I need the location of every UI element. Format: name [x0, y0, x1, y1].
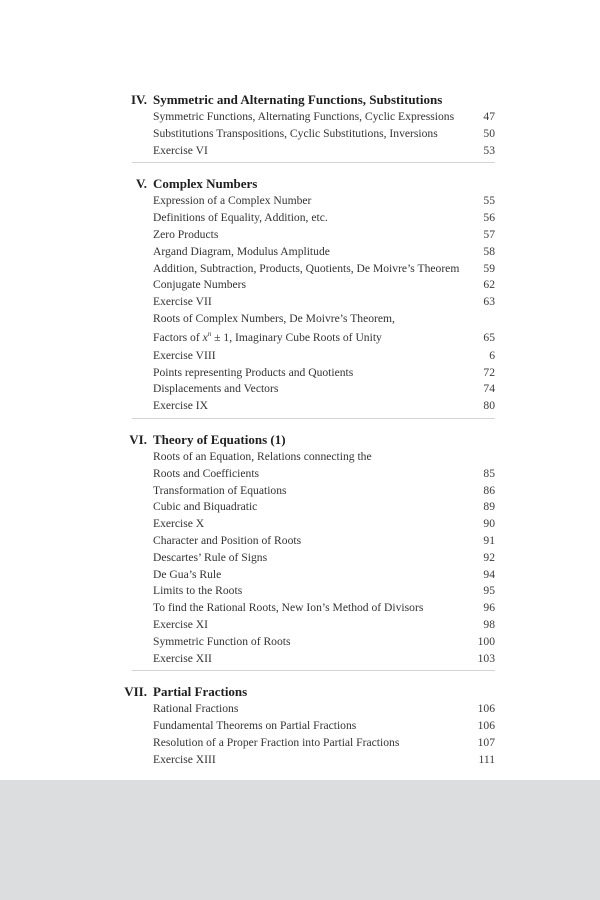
chapter-title: Complex Numbers — [153, 176, 258, 192]
entry-title: Exercise XIII — [153, 752, 216, 766]
entry-page-number: 100 — [477, 634, 495, 648]
entry-title: Exercise XII — [153, 651, 212, 665]
entry-title: Expression of a Complex Number — [153, 194, 312, 208]
chapter-number: V. — [136, 176, 147, 192]
chapter-heading — [120, 682, 495, 701]
entry-title: Substitutions Transpositions, Cyclic Substitutions, Inversions — [153, 126, 438, 140]
entry-title: Displacements and Vectors — [153, 382, 279, 396]
chapter-number: VI. — [129, 431, 147, 447]
toc-entry — [153, 449, 495, 466]
entry-title: Exercise XI — [153, 617, 209, 631]
entry-page-number: 62 — [483, 278, 495, 292]
entry-title: Exercise VI — [153, 143, 208, 157]
entry-title: Exercise X — [153, 517, 205, 531]
entry-title: Transformation of Equations — [153, 483, 287, 497]
entry-page-number: 59 — [483, 261, 495, 275]
toc-entry — [153, 227, 495, 244]
toc-entry — [153, 516, 495, 533]
toc-entry — [153, 261, 495, 278]
chapter-v — [120, 174, 495, 419]
toc-entry — [153, 109, 495, 126]
section-divider — [132, 670, 495, 671]
toc-entry — [153, 499, 495, 516]
entry-title: Exercise VIII — [153, 348, 216, 362]
toc-entry — [153, 348, 495, 365]
chapter-heading — [120, 174, 495, 193]
toc-entry — [153, 583, 495, 600]
entry-title: Exercise VII — [153, 295, 212, 309]
entry-title: Symmetric Function of Roots — [153, 634, 291, 648]
toc-entry — [153, 143, 495, 160]
toc-entry — [153, 294, 495, 311]
toc-entry — [153, 550, 495, 567]
toc-entry — [153, 651, 495, 668]
entry-title: Character and Position of Roots — [153, 533, 302, 547]
entry-title-prefix: Factors of — [153, 330, 203, 344]
entry-page-number: 89 — [483, 500, 495, 514]
entry-title: De Gua’s Rule — [153, 567, 222, 581]
entry-title: Exercise IX — [153, 399, 209, 413]
entry-page-number: 96 — [483, 601, 495, 615]
entry-title: Resolution of a Proper Fraction into Partial Fractions — [153, 735, 400, 749]
entry-page-number: 72 — [483, 365, 495, 379]
entry-title: Argand Diagram, Modulus Amplitude — [153, 244, 330, 258]
entry-page-number: 106 — [477, 719, 495, 733]
entry-page-number: 103 — [477, 651, 495, 665]
chapter-title: Partial Fractions — [153, 684, 248, 700]
entry-page-number: 80 — [483, 399, 495, 413]
math-variable: x — [202, 330, 208, 344]
entry-title: Symmetric Functions, Alternating Functions, Cyclic Expressions — [153, 110, 455, 123]
entry-page-number: 95 — [483, 584, 495, 598]
toc-entry — [153, 718, 495, 735]
toc-entry — [153, 483, 495, 500]
entry-title: Points representing Products and Quotients — [153, 365, 354, 379]
chapter-title: Symmetric and Alternating Functions, Substitutions — [153, 92, 443, 107]
chapter-iv — [120, 90, 495, 163]
toc-entry — [153, 735, 495, 752]
toc-entry — [153, 193, 495, 210]
entry-page-number: 107 — [477, 735, 495, 749]
toc-entry — [153, 311, 495, 328]
toc-entry — [153, 244, 495, 261]
entry-title: Limits to the Roots — [153, 584, 243, 598]
entry-title: To find the Rational Roots, New Ion’s Method of Divisors — [153, 601, 424, 615]
toc-entry — [153, 277, 495, 294]
entry-page-number: 111 — [478, 752, 495, 766]
entry-title: Addition, Subtraction, Products, Quotients, De Moivre’s Theorem — [153, 261, 460, 275]
toc-entry — [153, 567, 495, 584]
entry-page-number: 63 — [483, 295, 495, 309]
entry-title-suffix: ± 1, Imaginary Cube Roots of Unity — [214, 330, 382, 344]
entry-page-number: 90 — [483, 517, 495, 531]
entry-title: Definitions of Equality, Addition, etc. — [153, 211, 328, 225]
table-of-contents — [120, 90, 495, 769]
entry-page-number: 6 — [489, 348, 495, 362]
entry-title: Fundamental Theorems on Partial Fractions — [153, 719, 357, 733]
math-superscript: n — [207, 329, 212, 338]
entry-page-number: 50 — [483, 126, 495, 140]
entry-title: Cubic and Biquadratic — [153, 500, 258, 514]
chapter-number: IV. — [130, 92, 147, 107]
toc-entry — [153, 398, 495, 415]
chapter-heading — [120, 430, 495, 449]
entry-page-number: 106 — [477, 702, 495, 716]
entry-title: Zero Products — [153, 227, 219, 241]
entry-page-number: 98 — [483, 617, 495, 631]
toc-entry — [153, 752, 495, 769]
entry-page-number: 94 — [483, 567, 495, 581]
entry-page-number: 85 — [483, 466, 495, 480]
entry-title: Roots of Complex Numbers, De Moivre’s Theorem, — [153, 311, 395, 325]
entry-page-number: 92 — [483, 550, 495, 564]
toc-entry — [153, 466, 495, 483]
entry-page-number: 55 — [483, 194, 495, 208]
toc-entry — [153, 210, 495, 227]
entry-page-number: 91 — [483, 533, 495, 547]
entry-page-number: 65 — [483, 330, 495, 344]
entry-title: Rational Fractions — [153, 702, 239, 716]
toc-entry — [153, 600, 495, 617]
toc-entry — [153, 328, 495, 348]
chapter-vii — [120, 682, 495, 768]
section-divider — [132, 418, 495, 419]
chapter-number: VII. — [124, 684, 147, 700]
entry-page-number: 58 — [483, 244, 495, 258]
toc-entry — [153, 701, 495, 718]
entry-title: Descartes’ Rule of Signs — [153, 550, 268, 564]
chapter-vi — [120, 430, 495, 671]
entry-page-number: 53 — [483, 143, 495, 157]
toc-entry — [153, 126, 495, 143]
entry-page-number: 57 — [483, 227, 495, 241]
entry-title — [153, 328, 465, 348]
entry-page-number: 74 — [483, 382, 495, 396]
toc-entry — [153, 381, 495, 398]
entry-page-number: 86 — [483, 483, 495, 497]
entry-title: Roots and Coefficients — [153, 466, 260, 480]
entry-title: Conjugate Numbers — [153, 278, 247, 292]
toc-entry — [153, 617, 495, 634]
toc-entry — [153, 365, 495, 382]
section-divider — [132, 162, 495, 163]
toc-entry — [153, 634, 495, 651]
chapter-title: Theory of Equations (1) — [153, 431, 286, 447]
chapter-heading — [120, 90, 495, 109]
entry-page-number: 56 — [483, 211, 495, 225]
entry-title: Roots of an Equation, Relations connecting the — [153, 449, 372, 463]
entry-page-number: 47 — [483, 110, 495, 123]
toc-entry — [153, 533, 495, 550]
